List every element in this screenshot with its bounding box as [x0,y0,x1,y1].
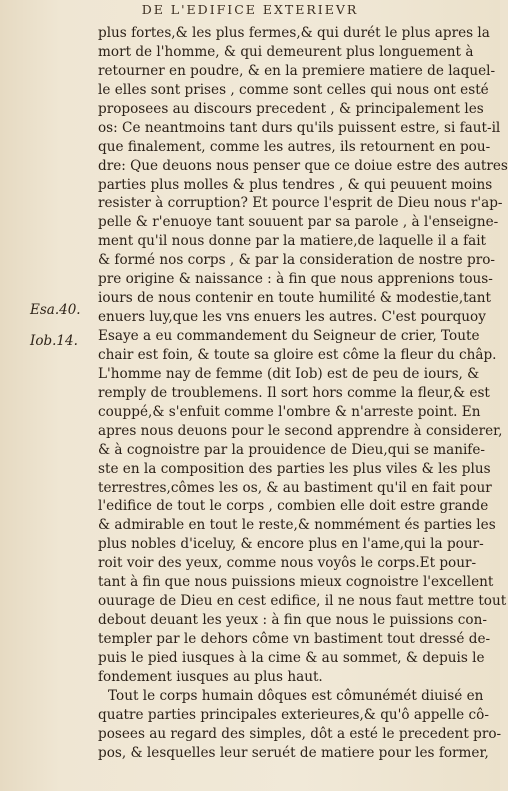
text-line: remply de troublemens. Il sort hors comme la fleur,& est [98,384,490,401]
text-line: dre: Que deuons nous penser que ce doiue estre des autres [98,157,508,174]
text-line: plus fortes,& les plus fermes,& qui durét le plus apres la [98,25,490,41]
text-line: iours de nous contenir en toute humilité & modestie,tant [98,290,491,307]
text-line: mort de l'homme, & qui demeurent plus longuement à [98,43,474,60]
text-line: plus nobles d'iceluy, & encore plus en l'ame,qui la pour- [98,536,484,553]
text-line: pos, & lesquelles leur seruét de matiere pour les former, [98,744,489,761]
text-line: resister à corruption? Et pource l'esprit de Dieu nous r'ap- [98,195,503,212]
text-line: apres nous deuons pour le second apprendre à considerer, [98,422,503,439]
running-head: DE L'EDIFICE EXTERIEVR [141,2,359,17]
margin-note-iob: Iob.14. [30,333,78,349]
text-line: que finalement, comme les autres, ils retournent en pou- [98,138,491,155]
text-line: debout deuant les yeux : à fin que nous le puissions con- [98,612,487,629]
text-line: os: Ce neantmoins tant durs qu'ils puissent estre, si faut-il [98,119,501,136]
text-line: Esaye a eu commandement du Seigneur de crier, Toute [98,328,480,344]
margin-note-esaie: Esa.40. [30,302,81,318]
text-line: pelle & r'enuoye tant souuent par sa parole , à l'enseigne- [98,214,499,231]
text-line: ouurage de Dieu en cest edifice, il ne nous faut mettre tout [98,593,507,610]
text-line: l'edifice de tout le corps , combien elle doit estre grande [98,498,489,515]
paragraph-start-line: Tout le corps humain dôques est cômunémét diuisé en [108,687,484,704]
text-line: & formé nos corps , & par la consideration de nostre pro- [98,252,495,269]
text-line: parties plus molles & plus tendres , & qui peuuent moins [98,176,493,193]
text-line: templer par le dehors côme vn bastiment tout dressé de- [98,631,491,647]
text-line: chair est foin, & toute sa gloire est côme la fleur du châp. [98,346,497,363]
text-line: tant à fin que nous puissions mieux cognoistre l'excellent [98,574,494,591]
text-line: le elles sont prises , comme sont celles qui nous ont esté [98,81,489,98]
text-line: terrestres,cômes les os, & au bastiment qu'il en fait pour [98,479,492,496]
text-line: puis le pied iusques à la cime & au sommet, & depuis le [98,649,485,666]
text-line: pre origine & naissance : à fin que nous apprenions tous- [98,271,493,288]
text-line: ment qu'il nous donne par la matiere,de laquelle il a fait [98,233,487,250]
body-text [98,24,508,763]
text-line: L'homme nay de femme (dit Iob) est de peu de iours, & [98,365,480,382]
text-line: retourner en poudre, & en la premiere matiere de laquel- [98,62,496,79]
text-line: enuers luy,que les vns enuers les autres. C'est pourquoy [98,309,486,326]
text-line: quatre parties principales exterieures,& qu'ô appelle cô- [98,706,489,723]
text-line: posees au regard des simples, dôt a esté le precedent pro- [98,725,502,742]
text-line: fondement iusques au plus haut. [98,668,323,685]
text-line: ste en la composition des parties les plus viles & les plus [98,460,491,477]
text-line: couppé,& s'enfuit comme l'ombre & n'arreste point. En [98,403,481,420]
text-line: & admirable en tout le reste,& nommément és parties les [98,517,496,534]
text-line: roit voir des yeux, comme nous voyôs le corps.Et pour- [98,555,477,572]
text-line: proposees au discours precedent , & principalement les [98,100,484,117]
text-line: & à cognoistre par la prouidence de Dieu,qui se manife- [98,441,485,458]
